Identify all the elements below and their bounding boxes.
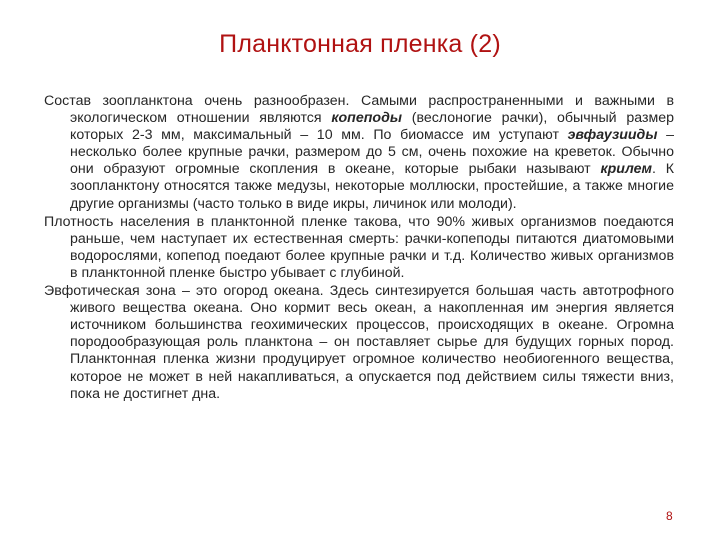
text-segment: . К зоопланктону относятся также медузы, некоторые моллюски, простейшие, а также многие другие организмы (часто только в виде икры, личинок или молоди). [70,161,674,212]
paragraph-zooplankton [44,93,674,213]
paragraph-euphotic-zone: Эвфотическая зона – это огород океана. Здесь синтезируется большая часть автотрофного живого вещества океана. Оно кормит весь океан, а накопленная им энергия является источником большинства геохимических процессов, происходящих в океане. Огромна породообразующая роль планктона – он поставляет сырье для будущих горных пород. Планктонная пленка жизни продуцирует огромное количество необиогенного вещества, которое не может в ней накапливаться, а опускается под действием силы тяжести вниз, пока не достигнет дна. [44,283,674,402]
term-euphausiids: эвфаузииды [567,127,658,144]
text-segment: Состав зоопланктона очень разнообразен. Самыми распространенными и важными в экологическом отношении являются [44,93,674,127]
page-number: 8 [666,509,673,523]
slide-title: Планктонная пленка (2) [219,30,501,58]
term-krill: крилем [600,161,652,178]
text-segment: (веслоногие рачки), обычный размер которых 2-3 мм, максимальный – 10 мм. По биомассе им уступают [70,110,674,144]
text-segment: – несколько более крупные рачки, размером до 5 см, очень похожие на креветок. Обычно они образуют огромные скопления в океане, которые рыбаки называют [70,127,674,178]
term-copepods: копеподы [331,110,402,127]
paragraph-population-density: Плотность населения в планктонной пленке такова, что 90% живых организмов поедаются раньше, чем наступает их естественная смерть: рачки-копеподы питаются диатомовыми водорослями, копепод поедают более крупные рачки и т.д. Количество живых организмов в планктонной пленке быстро убывает с глубиной. [44,213,674,281]
slide-body [44,93,674,404]
